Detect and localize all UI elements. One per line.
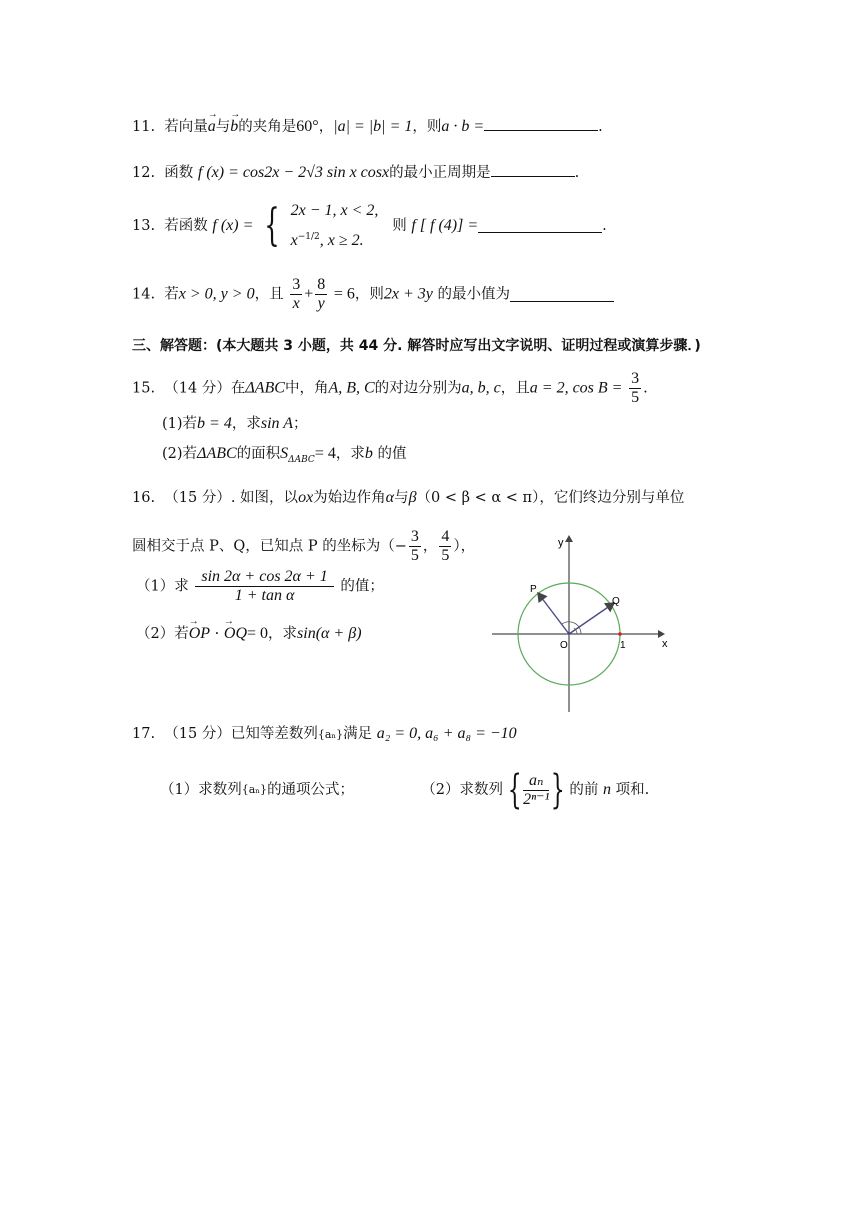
question-15-part-1: (1)若b = 4，求sin A；	[162, 415, 308, 432]
answer-blank-12[interactable]	[491, 162, 575, 177]
section-3-heading: 三、解答题：(本大题共 3 小题，共 44 分. 解答时应写出文字说明、证明过程或演算步骤．)	[132, 338, 701, 354]
unit-circle-figure	[488, 530, 678, 714]
question-12: 12. 函数 f (x) = cos2x − 2√3 sin x cosx的最小正周期是 .	[132, 164, 580, 181]
y-label: y	[558, 537, 564, 549]
fraction-px: $\frac{3}{5}$	[410, 528, 419, 564]
answer-blank-11[interactable]	[484, 116, 598, 131]
point-q-label: Q	[612, 596, 620, 607]
question-17: 17. （15 分）已知等差数列{aₙ}满足 a₂ = 0, a₆ + a₈ = −10	[132, 725, 517, 742]
question-15-part-2: (2)若ΔABC的面积$S_{\Delta ABC}= 4$，求b 的值	[162, 445, 407, 465]
question-11: 11. 若向量→ a与→ b的夹角是60°，|a| = |b| = 1，则a · b = .	[132, 116, 603, 137]
question-15: 15. （14 分）在ΔABC中，角A, B, C的对边分别为a, b, c，且a = 2, cos B = $\frac{3}{5}$ .	[132, 370, 648, 406]
fraction-an-over-2pow: $\frac{\text{aₙ}}{\text{2ⁿ⁻¹}}$	[523, 771, 550, 808]
question-13: 13. 若函数 f (x) = { 2x − 1, x < 2, $x^{-1/2}$, x ≥ 2. 则 f [ f (4)] = .	[132, 198, 607, 254]
question-14: 14. 若x > 0, y > 0，且 $\frac{3}{x}$ + $\frac{8}{y}$ = 6，则2x + 3y 的最小值为	[132, 276, 614, 320]
question-17-parts: （1）求数列{aₙ}的通项公式； （2）求数列 { $\frac{\text{aₙ}}{\text{2ⁿ⁻¹}}$ } 的前 n 项和.	[160, 767, 650, 813]
point-p-label: P	[530, 584, 537, 595]
question-16-part-2: （2）若→ OP · → OQ= 0，求sin(α + β)	[136, 624, 362, 644]
one-label: 1	[620, 640, 626, 651]
piecewise-brace: {	[264, 199, 280, 251]
fraction-8-over-y: $\frac{8}{y}$	[317, 276, 326, 312]
fraction-py: $\frac{4}{5}$	[441, 528, 450, 564]
x-label: x	[662, 638, 668, 650]
answer-blank-13[interactable]	[478, 218, 602, 233]
question-16: 16. （15 分）. 如图，以ox为始边作角α与β（0 < β < α < π），它们终边分别与单位	[132, 489, 685, 506]
point-one	[618, 632, 622, 636]
fraction-3-5: $\frac{3}{5}$	[631, 370, 640, 406]
answer-blank-14[interactable]	[510, 287, 614, 302]
ray-op	[538, 593, 569, 634]
question-16-part-1: （1）求 $\frac{\sin 2\alpha + \cos 2\alpha + 1}{\text{1 + tan α}}$ 的值；	[136, 568, 384, 604]
question-16-line-2: 圆相交于点 P、Q，已知点 P 的坐标为（− $\frac{3}{5}$ ， $\frac{4}{5}$ ），	[132, 528, 476, 564]
piecewise-cases: 2x − 1, x < 2, $x^{-1/2}$, x ≥ 2.	[290, 202, 379, 249]
fraction-trig: $\frac{\sin 2\alpha + \cos 2\alpha + 1}{\text{1 + tan α}}$	[195, 568, 333, 605]
fraction-3-over-x: $\frac{3}{x}$	[292, 276, 301, 312]
origin-label: O	[560, 640, 568, 651]
